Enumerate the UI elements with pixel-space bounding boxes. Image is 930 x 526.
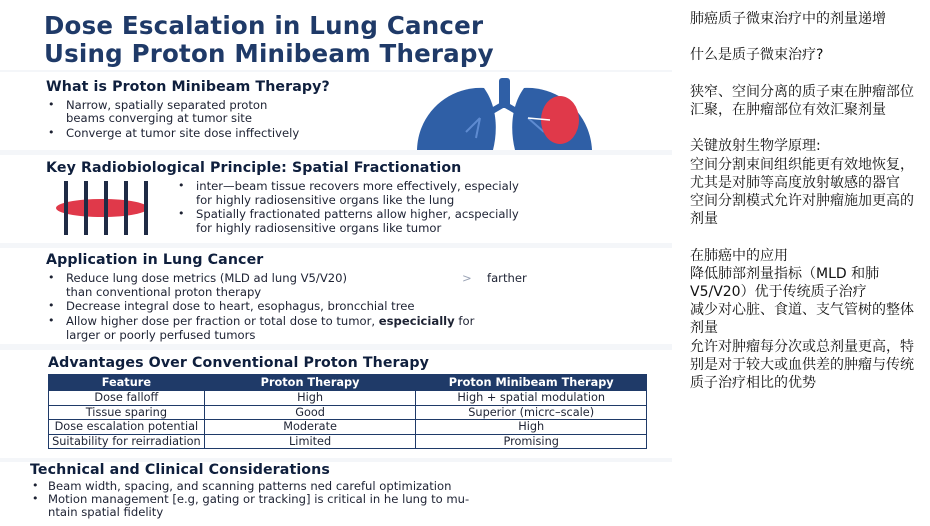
poster-title (44, 12, 664, 68)
table-cell: High (204, 391, 416, 406)
application-heading: Application in Lung Cancer (46, 252, 264, 268)
principle-bullet-2-line1: Spatially fractionated patterns allow higher, acspecially (196, 207, 519, 221)
notes-panel (690, 10, 922, 392)
application-bullet-3-line2: larger or poorly perfused tumors (66, 328, 256, 342)
advantages-heading: Advantages Over Conventional Proton Therapy (48, 355, 429, 371)
bullet-icon: • (32, 492, 39, 505)
table-row (49, 420, 647, 435)
principle-bullet-2-line2: for highly radiosensitive organs like tumor (196, 221, 442, 235)
poster-title-line1: Dose Escalation in Lung Cancer (44, 11, 484, 40)
technical-bullet-2-line2: ntain spatial fidelity (48, 505, 164, 519)
table-cell: Superior (micrc–scale) (416, 405, 647, 420)
arrow-icon: > (462, 271, 472, 285)
table-cell: Good (204, 405, 416, 420)
notes-principle-title: 关键放射生物学原理: (690, 138, 821, 155)
technical-bullet-1: Beam width, spacing, and scanning patterns ned careful optimization (48, 479, 452, 493)
application-bullet-1-line1: Reduce lung dose metrics (MLD ad lung V5/V20) (66, 271, 348, 285)
what-bullet-1-line2: beams converging at tumor site (66, 111, 252, 125)
table-row (49, 405, 647, 420)
application-bullet-2: Decrease integral dose to heart, esophagus, broncchial tree (66, 299, 415, 313)
notes-principle-line-1: 空间分割束间组织能更有效地恢复，尤其是对肺等高度放射敏感的器官 (690, 156, 914, 191)
bullet-icon: • (178, 179, 185, 192)
principle-heading: Key Radiobiological Principle: Spatial Fractionation (46, 160, 462, 176)
bullet-icon: • (48, 314, 55, 327)
table-cell: Moderate (204, 420, 416, 435)
bullet-icon: • (48, 271, 55, 284)
bullet-icon: • (48, 98, 55, 111)
table-cell: Promising (416, 434, 647, 449)
bullet-icon: • (48, 299, 55, 312)
table-cell: Limited (204, 434, 416, 449)
application-bullet-1-farther: farther (487, 271, 527, 285)
notes-principle-line-2: 空间分割模式允许对肿瘤施加更高的剂量 (690, 192, 914, 228)
table-header-cell: Feature (49, 375, 205, 391)
table-cell: Dose escalation potential (49, 420, 205, 435)
table-cell: High (416, 420, 647, 435)
table-header-cell: Proton Therapy (204, 375, 416, 391)
minibeam-diagram-icon (54, 179, 158, 237)
principle-bullet-1-line1: inter—beam tissue recovers more effectively, especialy (196, 179, 519, 193)
notes-question: 什么是质子微束治疗? (690, 47, 824, 64)
advantages-table (48, 374, 647, 449)
bullet-icon: • (32, 479, 39, 492)
table-cell: Dose falloff (49, 391, 205, 406)
technical-bullet-2-line1: Motion management [e.g, gating or tracking] is critical in he lung to mu- (48, 492, 470, 506)
technical-heading: Technical and Clinical Considerations (30, 462, 330, 478)
bullet-icon: • (178, 207, 185, 220)
table-row (49, 391, 647, 406)
table-row (49, 434, 647, 449)
notes-application-line-1: 降低肺部剂量指标（MLD 和肺 V5/V20）优于传统质子治疗 (690, 265, 880, 300)
notes-application-line-2: 减少对心脏、食道、支气管树的整体剂量 (690, 302, 914, 337)
notes-application-title: 在肺癌中的应用 (690, 247, 788, 264)
what-bullet-1-line1: Narrow, spatially separated proton (66, 98, 268, 112)
notes-paragraph-1: 狭窄、空间分离的质子束在肿瘤部位汇聚，在肿瘤部位有效汇聚剂量 (690, 83, 914, 118)
application-bullet-3-text-c: for (454, 314, 475, 328)
what-bullet-2: Converge at tumor site dose inffectively (66, 126, 300, 140)
table-cell: Tissue sparing (49, 405, 205, 420)
application-bullet-3-emphasis: especicially (378, 314, 455, 328)
poster-title-line2: Using Proton Minibeam Therapy (44, 39, 494, 68)
notes-application-line-3: 允许对肿瘤每分次或总剂量更高，特别是对于较大或血供差的肿瘤与传统质子治疗相比的优势 (690, 338, 914, 391)
bullet-icon: • (48, 126, 55, 139)
application-bullet-3-text-a: Allow higher dose per fraction or total dose to tumor, (66, 314, 379, 328)
what-heading: What is Proton Minibeam Therapy? (46, 79, 330, 95)
application-bullet-1-line2: than conventional proton therapy (66, 285, 262, 299)
table-header-row (49, 375, 647, 391)
application-bullet-3-line1 (66, 314, 474, 328)
table-cell: High + spatial modulation (416, 391, 647, 406)
lungs-icon (410, 72, 600, 152)
principle-bullet-1-line2: for highly radiosensitive organs like the lung (196, 193, 455, 207)
table-cell: Suitability for reirradiation (49, 434, 205, 449)
table-header-cell: Proton Minibeam Therapy (416, 375, 647, 391)
notes-title: 肺癌质子微束治疗中的剂量递增 (690, 11, 886, 27)
